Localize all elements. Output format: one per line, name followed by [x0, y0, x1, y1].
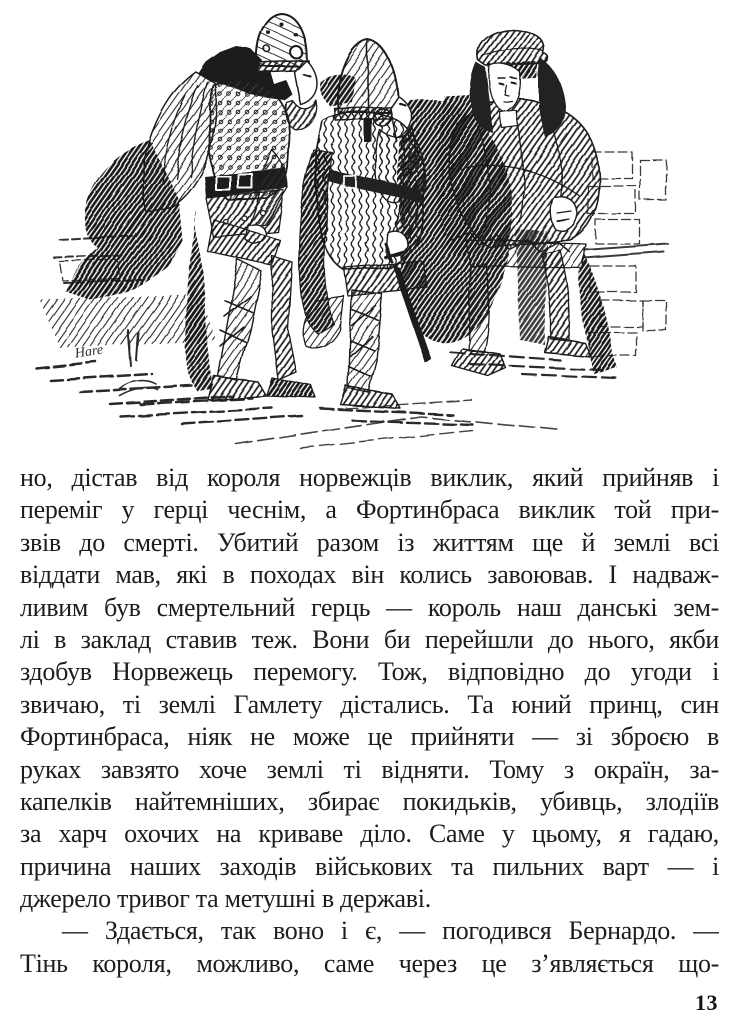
cap — [477, 29, 549, 66]
text-line: капелків найтемніших, збирає покидьків, убивць, злодіїв — [20, 786, 719, 816]
mantle — [449, 98, 600, 248]
text-line: переміг у герці чеснім, а Фортинбраса виклик той при- — [20, 495, 719, 525]
text-line: віддати мав, які в походах він колись завоював. І надваж- — [20, 560, 719, 590]
text-line: джерело тривог та метушні в державі. — [20, 884, 431, 914]
hamlet-guards-illustration — [0, 0, 739, 455]
guard-middle — [299, 40, 432, 408]
text-line: звичаю, ті землі Гамлету дістались. Та юний принц, син — [20, 689, 719, 719]
text-line: за харч охочих на криваве діло. Саме у цьому, я гадаю, — [20, 819, 719, 849]
text-line: ливим був смертельний герць — король наш данські зем- — [20, 592, 719, 622]
text-line: здобув Норвежець перемогу. Тож, відповідно до угоди і — [20, 657, 719, 687]
page-number: 13 — [695, 990, 718, 1015]
text-line: причина наших заходів військових та пильних варт — і — [20, 851, 719, 881]
body-text — [20, 462, 719, 980]
text-line: лі в заклад ставив теж. Вони би перейшли до нього, якби — [20, 624, 719, 654]
text-line: — Здається, так воно і є, — погодився Бернардо. — — [62, 916, 719, 946]
text-line: звів до смерті. Убитий разом із життям ще й землі всі — [20, 527, 719, 557]
text-line: Фортинбраса, ніяк не може це прийняти — зі зброєю в — [20, 722, 719, 752]
artist-signature — [73, 343, 158, 396]
text-line: руках завзято хоче землі ті відняти. Тому з окраїн, за- — [20, 754, 719, 784]
text-line: Тінь короля, можливо, саме через це з’являється що- — [20, 948, 719, 978]
svg-text:Hare: Hare — [74, 343, 105, 362]
text-line: но, дістав від короля норвежців виклик, який прийняв і — [20, 463, 719, 492]
